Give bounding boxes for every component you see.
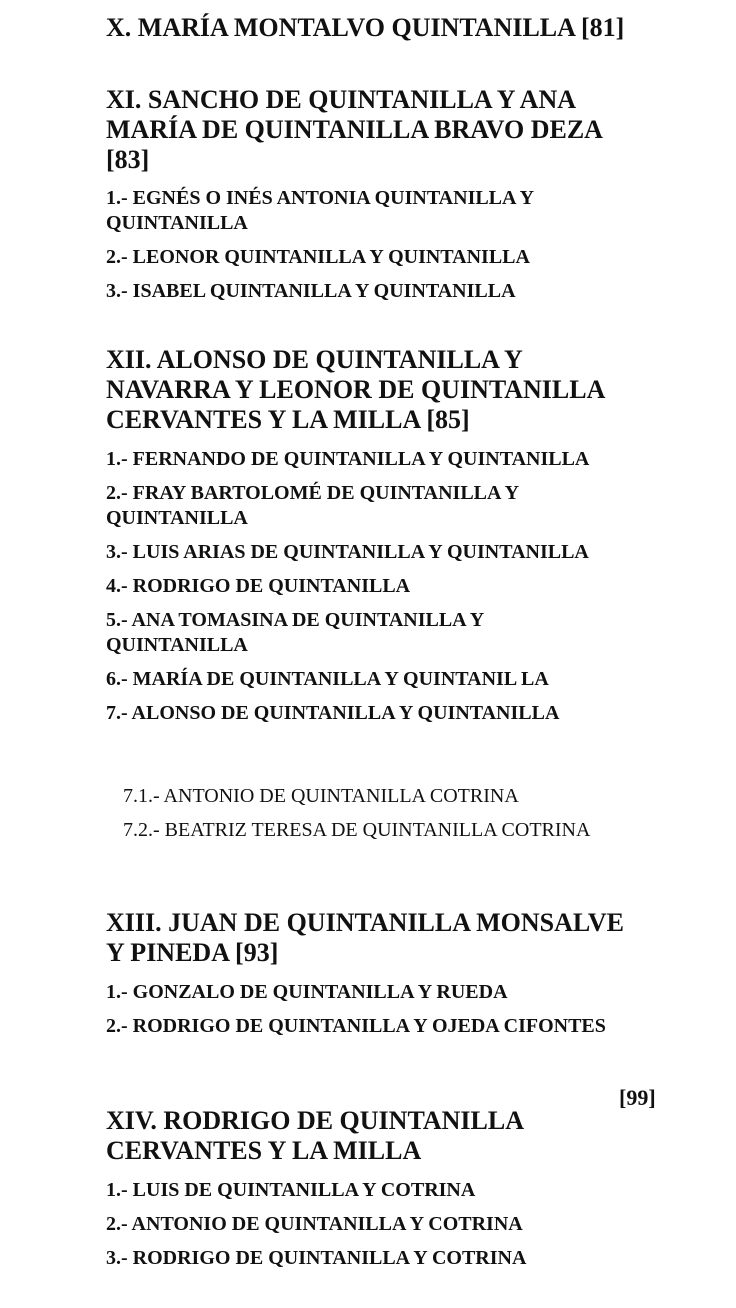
list-item: 3.- ISABEL QUINTANILLA Y QUINTANILLA [106, 280, 516, 302]
list-item: 2.- LEONOR QUINTANILLA Y QUINTANILLA [106, 246, 530, 268]
section-xii-list [106, 447, 626, 735]
list-item: 2.- RODRIGO DE QUINTANILLA Y OJEDA CIFONTES [106, 1015, 606, 1037]
list-item: 1.- FERNANDO DE QUINTANILLA Y QUINTANILLA [106, 448, 590, 470]
list-item: 4.- RODRIGO DE QUINTANILLA [106, 575, 411, 597]
list-item: 6.- MARÍA DE QUINTANILLA Y QUINTANIL LA [106, 668, 549, 690]
sub-list-item: 7.2.- BEATRIZ TERESA DE QUINTANILLA COTRINA [123, 819, 591, 841]
list-item: 1.- GONZALO DE QUINTANILLA Y RUEDA [106, 981, 508, 1003]
section-heading-xi: XI. SANCHO DE QUINTANILLA Y ANA MARÍA DE QUINTANILLA BRAVO DEZA [83] [106, 85, 602, 174]
section-xi-list [106, 186, 626, 313]
section-xiii-list [106, 980, 626, 1048]
list-item: 3.- RODRIGO DE QUINTANILLA Y COTRINA [106, 1247, 527, 1269]
section-xii-sublist [123, 784, 593, 852]
list-item: 2.- FRAY BARTOLOMÉ DE QUINTANILLA Y QUINTANILLA [106, 482, 519, 529]
sub-list-item: 7.1.- ANTONIO DE QUINTANILLA COTRINA [123, 785, 519, 807]
list-item: 7.- ALONSO DE QUINTANILLA Y QUINTANILLA [106, 702, 560, 724]
section-heading-xii: XII. ALONSO DE QUINTANILLA Y NAVARRA Y LEONOR DE QUINTANILLA CERVANTES Y LA MILLA [85] [106, 345, 604, 434]
section-heading-xiv: XIV. RODRIGO DE QUINTANILLA CERVANTES Y LA MILLA [106, 1106, 523, 1165]
list-item: 5.- ANA TOMASINA DE QUINTANILLA Y QUINTANILLA [106, 609, 484, 656]
list-item: 3.- LUIS ARIAS DE QUINTANILLA Y QUINTANILLA [106, 541, 589, 563]
list-item: 1.- EGNÉS O INÉS ANTONIA QUINTANILLA Y QUINTANILLA [106, 187, 534, 234]
list-item: 2.- ANTONIO DE QUINTANILLA Y COTRINA [106, 1213, 523, 1235]
section-heading-x: X. MARÍA MONTALVO QUINTANILLA [81] [106, 13, 625, 42]
section-xiv-list [106, 1178, 626, 1280]
section-heading-xiii: XIII. JUAN DE QUINTANILLA MONSALVE Y PINEDA [93] [106, 908, 624, 967]
page-reference: [99] [619, 1085, 656, 1110]
list-item: 1.- LUIS DE QUINTANILLA Y COTRINA [106, 1179, 476, 1201]
